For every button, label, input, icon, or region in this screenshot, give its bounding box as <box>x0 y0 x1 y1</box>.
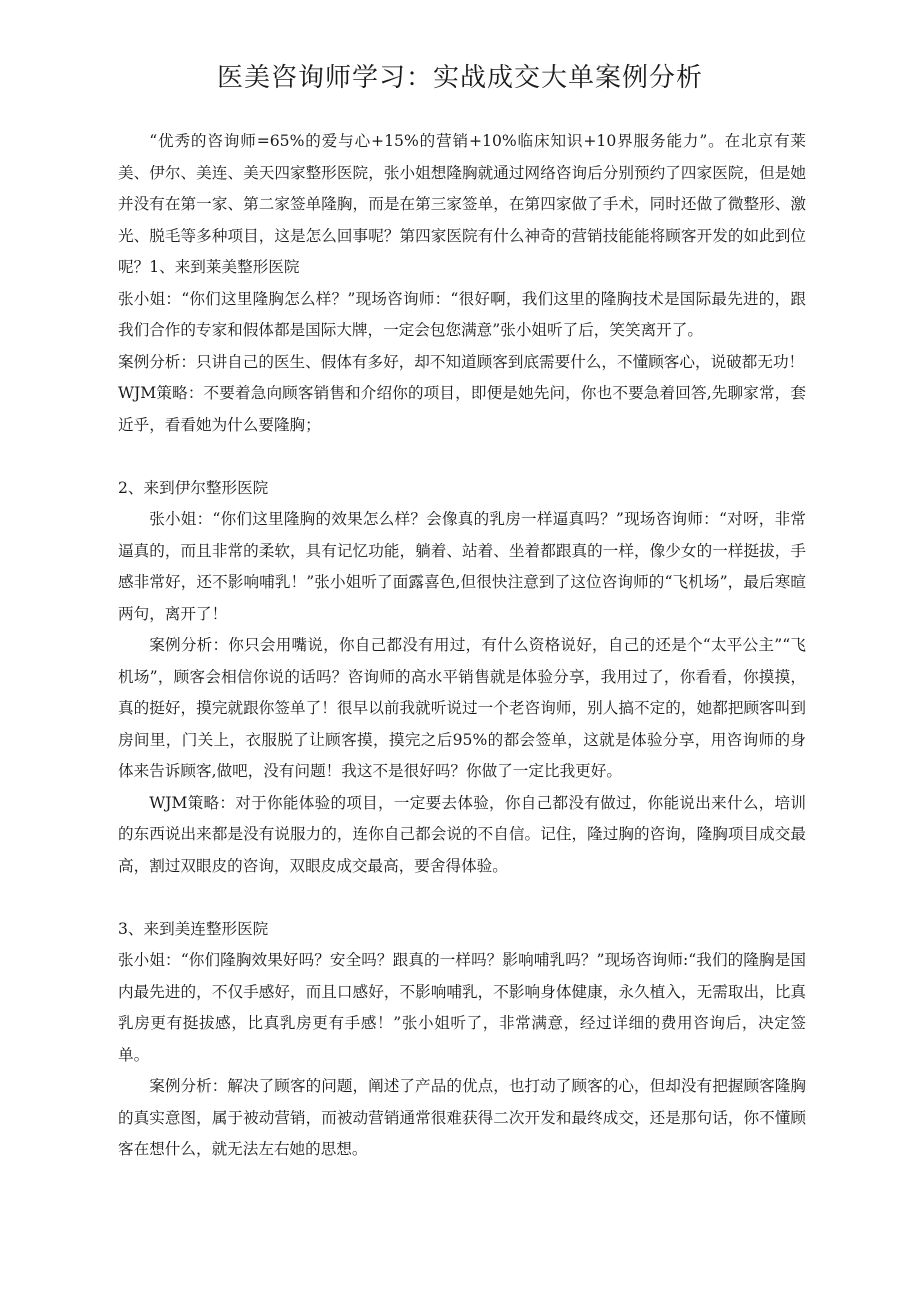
intro-paragraph: “优秀的咨询师=65%的爱与心+15%的营销+10%临床知识+10界服务能力”。在北京有莱美、伊尔、美连、美天四家整形医院，张小姐想隆胸就通过网络咨询后分别预约了四家医院，但是她并没有在第一家、第二家签单隆胸，而是在第三家签单，在第四家做了手术，同时还做了微整形、激光、脱毛等多种项目，这是怎么回事呢？第四家医院有什么神奇的营销技能能将顾客开发的如此到位呢？1、来到莱美整形医院 <box>118 132 806 276</box>
section2-analysis: 案例分析：你只会用嘴说，你自己都没有用过，有什么资格说好，自己的还是个“太平公主”“飞机场”，顾客会相信你说的话吗？咨询师的高水平销售就是体验分享，我用过了，你看看，你摸摸，真的挺好，摸完就跟你签单了！很早以前我就听说过一个老咨询师，别人搞不定的，她都把顾客叫到房间里，门关上，衣服脱了让顾客摸，摸完之后95%的都会签单，这就是体验分享，用咨询师的身体来告诉顾客,做吧，没有问题！我这不是很好吗？你做了一定比我更好。 <box>118 636 806 780</box>
section2-strategy: WJM策略：对于你能体验的项目，一定要去体验，你自己都没有做过，你能说出来什么，培训的东西说出来都是没有说服力的，连你自己都会说的不自信。记住，隆过胸的咨询，隆胸项目成交最高，割过双眼皮的咨询，双眼皮成交最高，要舍得体验。 <box>118 793 806 875</box>
section2-heading: 2、来到伊尔整形医院 <box>118 478 269 497</box>
section3-heading: 3、来到美连整形医院 <box>118 919 269 938</box>
article-body <box>118 126 806 1166</box>
section3-dialogue: 张小姐：“你们隆胸效果好吗？安全吗？跟真的一样吗？影响哺乳吗？”现场咨询师:“我们的隆胸是国内最先进的，不仅手感好，而且口感好，不影响哺乳，不影响身体健康，永久植入，无需取出，比真乳房更有挺拔感，比真乳房更有手感！”张小姐听了，非常满意，经过详细的费用咨询后，决定签单。 <box>118 951 806 1064</box>
section1-strategy: WJM策略：不要着急向顾客销售和介绍你的项目，即便是她先问，你也不要急着回答,先聊家常，套近乎，看看她为什么要隆胸； <box>118 384 806 434</box>
section1-dialogue: 张小姐：“你们这里隆胸怎么样？”现场咨询师：“很好啊，我们这里的隆胸技术是国际最先进的，跟我们合作的专家和假体都是国际大牌，一定会包您满意”张小姐听了后，笑笑离开了。 <box>118 289 806 339</box>
blank-line <box>118 882 806 914</box>
section3-analysis: 案例分析：解决了顾客的问题，阐述了产品的优点，也打动了顾客的心，但却没有把握顾客隆胸的真实意图，属于被动营销，而被动营销通常很难获得二次开发和最终成交，还是那句话，你不懂顾客在想什么，就无法左右她的思想。 <box>118 1077 806 1158</box>
section1-analysis: 案例分析：只讲自己的医生、假体有多好，却不知道顾客到底需要什么，不懂顾客心，说破都无功！ <box>118 352 805 371</box>
blank-line <box>118 441 806 473</box>
page-title: 医美咨询师学习：实战成交大单案例分析 <box>216 63 703 93</box>
section2-dialogue: 张小姐：“你们这里隆胸的效果怎么样？会像真的乳房一样逼真吗？”现场咨询师：“对呀，非常逼真的，而且非常的柔软，具有记忆功能，躺着、站着、坐着都跟真的一样，像少女的一样挺拔，手感非常好，还不影响哺乳！”张小姐听了面露喜色,但很快注意到了这位咨询师的“飞机场”，最后寒暄两句，离开了！ <box>118 510 806 623</box>
